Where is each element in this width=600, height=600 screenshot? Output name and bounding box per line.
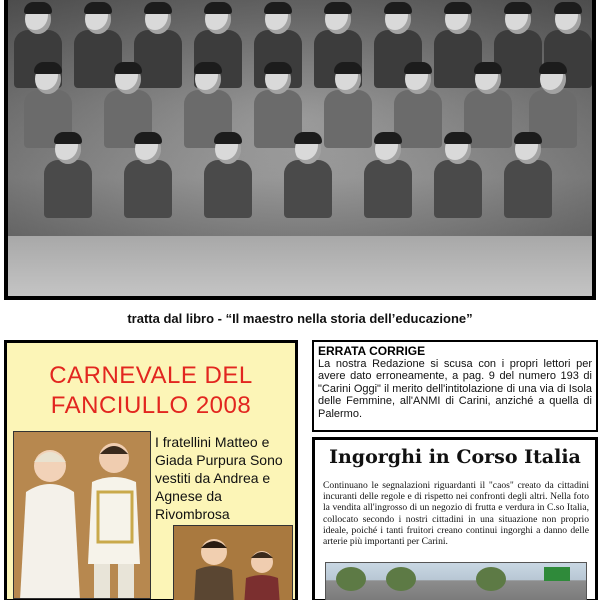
errata-heading: ERRATA CORRIGE xyxy=(318,344,426,358)
errata-text: La nostra Redazione si scusa con i propri lettori per avere dato erroneamente, a pag. 9 del numero 193 di "Carini Oggi" il merito dell'intitolazione di una via di Isola delle Femmine, all'ANMI di Carini, anziché a quella di Palermo. xyxy=(318,358,592,420)
carnevale-box xyxy=(4,340,298,600)
carnevale-title-line1: CARNEVALE DEL xyxy=(49,362,253,389)
photo-child xyxy=(434,134,482,224)
photo-child xyxy=(364,134,412,224)
carnevale-title xyxy=(7,361,295,421)
photo-child xyxy=(204,134,252,224)
costume-children-illustration xyxy=(14,432,151,599)
street-sign xyxy=(544,567,570,581)
class-photo xyxy=(8,0,592,296)
photo-child xyxy=(44,134,92,224)
photo-child xyxy=(284,134,332,224)
carnevale-description: I fratellini Matteo e Giada Purpura Sono vestiti da Andrea e Agnese da Rivombrosa xyxy=(155,434,283,522)
errata-corrige-box xyxy=(312,340,598,432)
street-tree xyxy=(386,567,416,591)
costume-children-photo xyxy=(13,431,151,599)
ingorghi-title: Ingorghi in Corso Italia xyxy=(329,446,581,468)
carnevale-title-line2: FANCIULLO 2008 xyxy=(50,392,252,419)
ingorghi-text: Continuano le segnalazioni riguardanti il "caos" creato da cittadini incuranti delle regole e di rispetto nei confronti degli altri. Nella foto la vendita all'ingrosso di un negozio di frutta e verdura in C.so Italia, collocato secondo i nostri cittadini in una situazione non proprio ideale, poiché i tanti fruitori creano continui ingorghi a danno delle arterie più importanti per Carini. xyxy=(323,480,589,548)
photo-child xyxy=(324,64,372,154)
street-tree xyxy=(476,567,506,591)
second-children-photo xyxy=(173,525,293,600)
photo-ground xyxy=(8,236,592,296)
street-photo xyxy=(325,562,587,600)
class-photo-frame xyxy=(4,0,596,300)
photo-caption: tratta dal libro - “Il maestro nella storia dell’educazione” xyxy=(127,311,473,326)
ingorghi-box xyxy=(312,437,598,600)
second-children-illustration xyxy=(174,526,293,600)
photo-child xyxy=(504,134,552,224)
photo-child xyxy=(124,134,172,224)
street-tree xyxy=(336,567,366,591)
